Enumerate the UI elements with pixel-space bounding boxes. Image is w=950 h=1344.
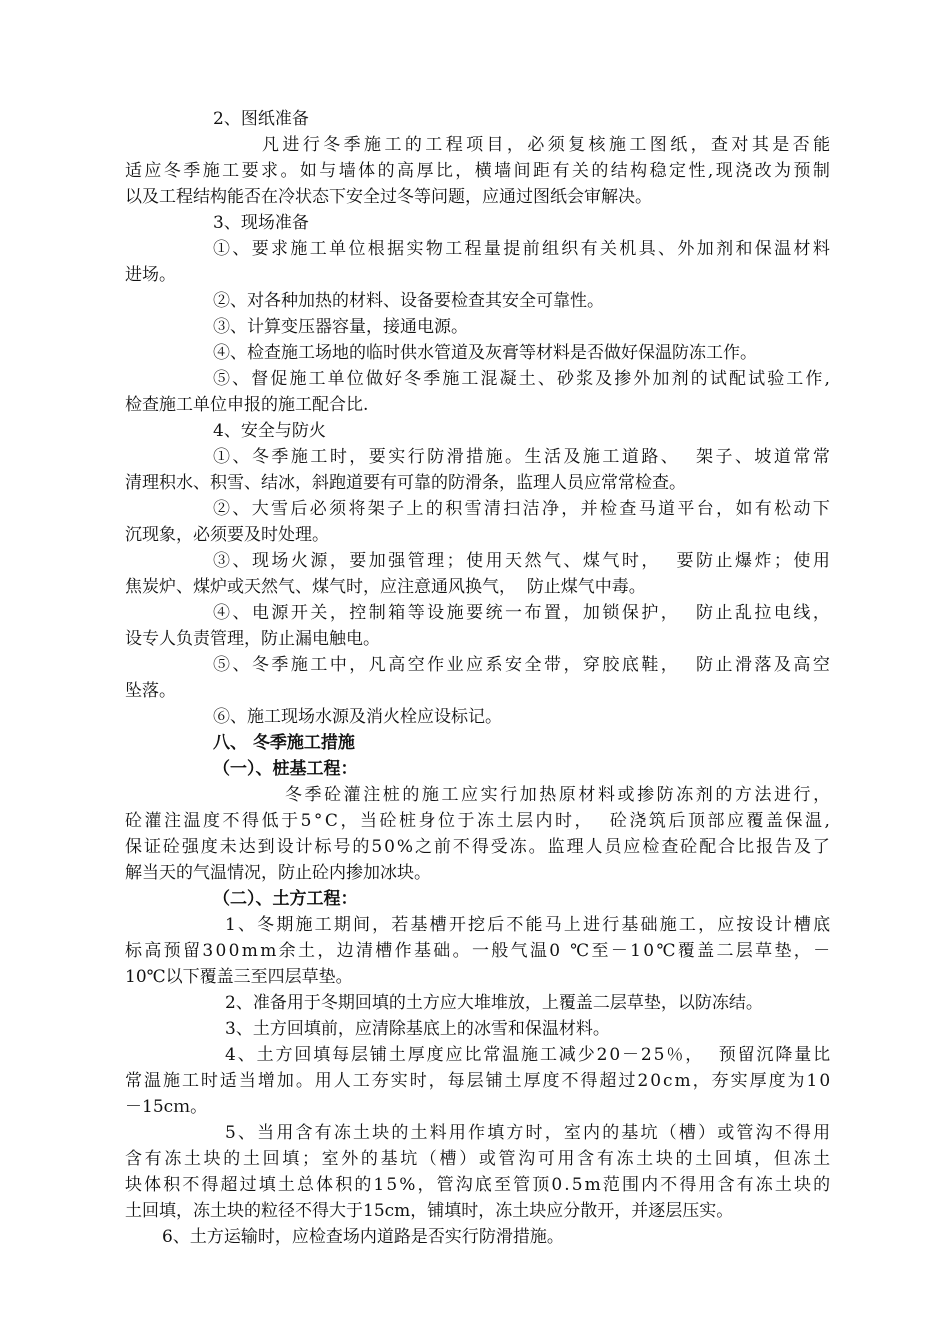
paragraph-line: 凡进行冬季施工的工程项目，必须复核施工图纸，查对其是否能 [262,135,834,155]
paragraph-line: 解当天的气温情况，防止砼内掺加冰块。 [125,863,431,883]
paragraph-line: 2、准备用于冬期回填的土方应大堆堆放，上覆盖二层草垫，以防冻结。 [225,993,763,1013]
paragraph-line: 设专人负责管理，防止漏电触电。 [125,629,380,649]
paragraph-line: ②、对各种加热的材料、设备要检查其安全可靠性。 [213,291,604,311]
paragraph-line: ⑤、冬季施工中，凡高空作业应系安全带，穿胶底鞋， 防止滑落及高空 [213,655,833,675]
paragraph-line: 常温施工时适当增加。用人工夯实时，每层铺土厚度不得超过20cm，夯实厚度为10 [125,1071,833,1091]
paragraph-line: 沉现象，必须要及时处理。 [125,525,329,545]
paragraph-line: 5、当用含有冻土块的土料用作填方时，室内的基坑（槽）或管沟不得用 [225,1123,833,1143]
paragraph-line: 标高预留300mm余土，边清槽作基础。一般气温0 ℃至－10℃覆盖二层草垫，－ [125,941,833,961]
paragraph-line: 冬季砼灌注桩的施工应实行加热原材料或掺防冻剂的方法进行， [285,785,833,805]
paragraph-line: 以及工程结构能否在冷状态下安全过冬等问题，应通过图纸会审解决。 [125,187,652,207]
paragraph-line: 进场。 [125,265,176,285]
paragraph-line: 土回填，冻土块的粒径不得大于15cm，铺填时，冻土块应分散开，并逐层压实。 [125,1201,734,1221]
paragraph-line: ⑤、督促施工单位做好冬季施工混凝土、砂浆及掺外加剂的试配试验工作, [213,369,833,389]
paragraph-line: 坠落。 [125,681,176,701]
paragraph-line: 3、现场准备 [213,213,309,233]
paragraph-line: 块体积不得超过填土总体积的15%，管沟底至管顶0.5m范围内不得用含有冻土块的 [125,1175,833,1195]
paragraph-line: 10℃以下覆盖三至四层草垫。 [125,967,353,987]
paragraph-line: 3、土方回填前，应清除基底上的冰雪和保温材料。 [225,1019,610,1039]
section-heading: （二）、土方工程： [213,889,358,909]
paragraph-line: 清理积水、积雪、结冰，斜跑道要有可靠的防滑条，监理人员应常常检查。 [125,473,686,493]
paragraph-line: 6、土方运输时，应检查场内道路是否实行防滑措施。 [162,1227,564,1247]
paragraph-line: ①、冬季施工时，要实行防滑措施。生活及施工道路、 架子、坡道常常 [213,447,833,467]
paragraph-line: ③、现场火源，要加强管理；使用天然气、煤气时， 要防止爆炸；使用 [213,551,833,571]
paragraph-line: 砼灌注温度不得低于5°C，当砼桩身位于冻土层内时， 砼浇筑后顶部应覆盖保温, [125,811,833,831]
paragraph-line: ②、大雪后必须将架子上的积雪清扫洁净，并检查马道平台，如有松动下 [213,499,833,519]
paragraph-line: ④、检查施工场地的临时供水管道及灰膏等材料是否做好保温防冻工作。 [213,343,757,363]
paragraph-line: 检查施工单位申报的施工配合比. [125,395,369,415]
paragraph-line: 保证砼强度未达到设计标号的50%之前不得受冻。监理人员应检查砼配合比报告及了 [125,837,832,857]
paragraph-line: ③、计算变压器容量，接通电源。 [213,317,468,337]
paragraph-line: 1、冬期施工期间，若基槽开挖后不能马上进行基础施工，应按设计槽底 [225,915,833,935]
section-heading: 八、 冬季施工措施 [213,733,355,753]
paragraph-line: －15cｍ。 [125,1097,208,1117]
paragraph-line: 2、图纸准备 [213,109,309,129]
paragraph-line: ①、要求施工单位根据实物工程量提前组织有关机具、外加剂和保温材料 [213,239,833,259]
paragraph-line: 适应冬季施工要求。如与墙体的高厚比，横墙间距有关的结构稳定性,现浇改为预制 [125,161,833,181]
paragraph-line: 4、土方回填每层铺土厚度应比常温施工减少20－25％， 预留沉降量比 [225,1045,833,1065]
paragraph-line: ④、电源开关，控制箱等设施要统一布置，加锁保护， 防止乱拉电线， [213,603,833,623]
paragraph-line: 含有冻土块的土回填；室外的基坑（槽）或管沟可用含有冻土块的土回填，但冻土 [125,1149,833,1169]
paragraph-line: 4、安全与防火 [213,421,326,441]
paragraph-line: ⑥、施工现场水源及消火栓应设标记。 [213,707,502,727]
paragraph-line: 焦炭炉、煤炉或天然气、煤气时，应注意通风换气， 防止煤气中毒。 [125,577,646,597]
section-heading: （一）、桩基工程： [213,759,358,779]
